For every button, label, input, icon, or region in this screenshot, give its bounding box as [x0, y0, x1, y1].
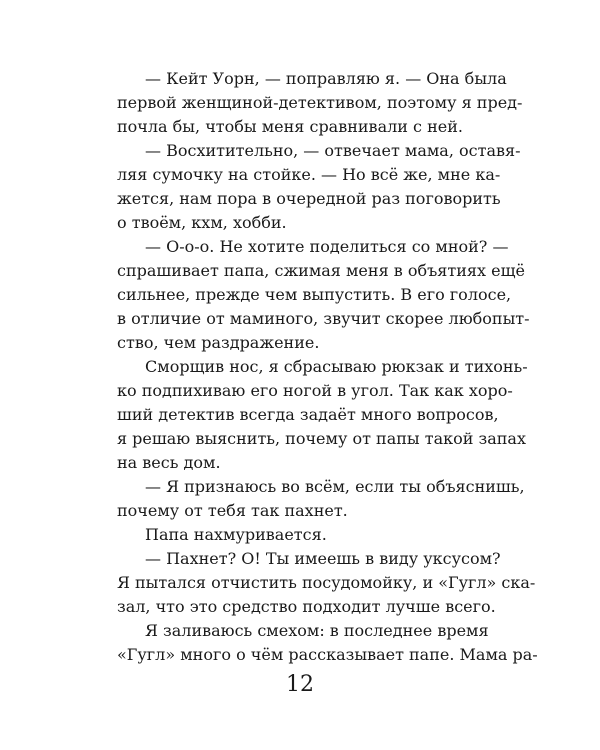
text-line: о твоём, кхм, хобби.: [117, 213, 287, 232]
text-line: — Восхитительно, — отвечает мама, оставя-: [145, 141, 521, 160]
text-line: почему от тебя так пахнет.: [117, 501, 348, 520]
text-line: я решаю выяснить, почему от папы такой запах: [117, 429, 526, 448]
page-number: 12: [286, 672, 314, 697]
text-line: — Пахнет? О! Ты имеешь в виду уксусом?: [145, 549, 501, 568]
text-line: на весь дом.: [117, 453, 221, 472]
text-line: «Гугл» много о чём рассказывает папе. Мама ра-: [117, 645, 538, 664]
text-line: почла бы, чтобы меня сравнивали с ней.: [117, 117, 463, 136]
text-line: ко подпихиваю его ногой в угол. Так как хоро-: [117, 381, 513, 400]
text-line: Я пытался отчистить посудомойку, и «Гугл» ска-: [117, 573, 536, 592]
text-line: Сморщив нос, я сбрасываю рюкзак и тихонь-: [145, 357, 528, 376]
text-line: ляя сумочку на стойке. — Но всё же, мне ка-: [117, 165, 501, 184]
text-line: зал, что это средство подходит лучше всего.: [117, 597, 496, 616]
text-line: — Кейт Уорн, — поправляю я. — Она была: [145, 69, 507, 88]
text-line: первой женщиной-детективом, поэтому я пред-: [117, 93, 523, 112]
text-line: ший детектив всегда задаёт много вопросов,: [117, 405, 499, 424]
text-line: ство, чем раздражение.: [117, 333, 320, 352]
text-line: — Я признаюсь во всём, если ты объяснишь,: [145, 477, 525, 496]
text-line: — О-о-о. Не хотите поделиться со мной? —: [145, 237, 509, 256]
text-line: в отличие от маминого, звучит скорее любопыт-: [117, 309, 530, 328]
text-line: Папа нахмуривается.: [145, 525, 327, 544]
text-line: спрашивает папа, сжимая меня в объятиях ещё: [117, 261, 525, 280]
text-line: жется, нам пора в очередной раз поговорить: [117, 189, 501, 208]
text-line: Я заливаюсь смехом: в последнее время: [145, 621, 489, 640]
text-line: сильнее, прежде чем выпустить. В его голосе,: [117, 285, 512, 304]
